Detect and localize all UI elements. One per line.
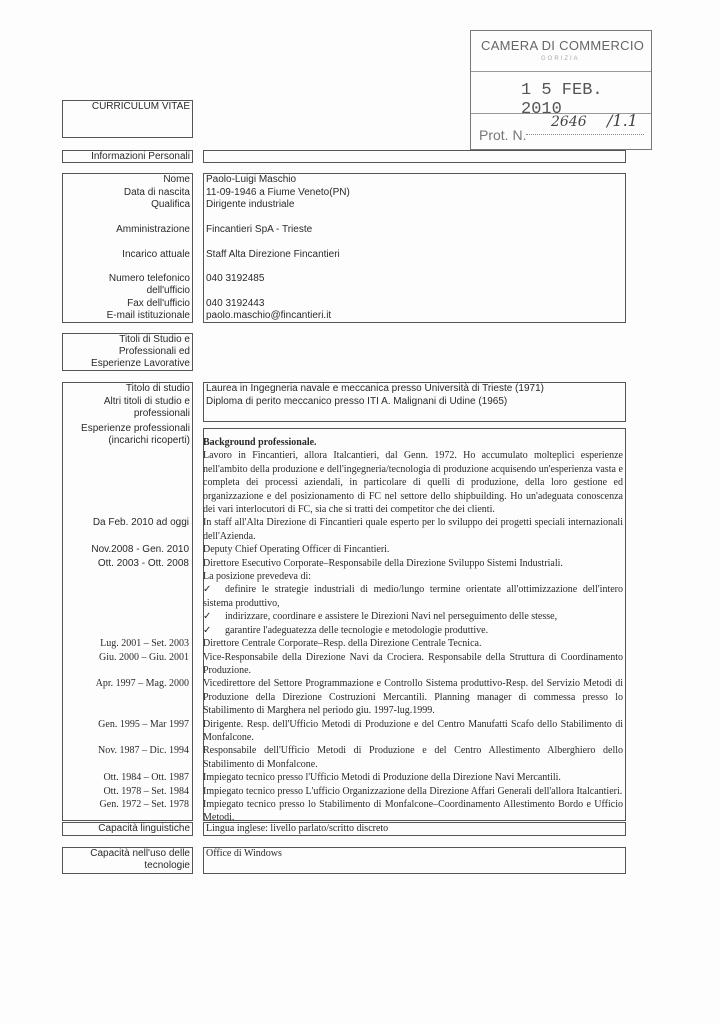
label-other-titles: Altri titoli di studio e professionali <box>103 396 190 419</box>
value-incarico: Staff Alta Direzione Fincantieri <box>206 249 340 260</box>
protocol-stamp <box>470 30 652 150</box>
stamp-title: CAMERA DI COMMERCIO <box>481 38 645 53</box>
label-phone: Numero telefonico dell'ufficio <box>108 273 190 296</box>
entry-date: Lug. 2001 – Set. 2003 <box>100 638 189 650</box>
stamp-prot-number: 2646 <box>551 114 587 130</box>
entry-text: Vicedirettore del Settore Programmazione e Controllo Sistema produttivo-Resp. del Servizio Metodi di Produzione della Direzione Costruzioni Mercantili. Planning manager di commessa presso lo Stabilimento di Marghera nel periodo giu. 1997-lug.1999. <box>203 678 623 717</box>
section-titles: Titoli di Studio e Professionali ed Esperienze Lavorative <box>91 334 190 369</box>
label-email: E-mail istituzionale <box>106 310 190 321</box>
entry-intro: La posizione prevedeva di: <box>203 571 312 583</box>
entry-text: Dirigente. Resp. dell'Ufficio Metodi di Produzione e del Centro Manufatti Scafo dello Stabilimento di Monfalcone. <box>203 718 623 743</box>
value-other-titles: Diploma di perito meccanico presso ITI A. Malignani di Udine (1965) <box>206 396 508 407</box>
value-birth: 11-09-1946 a Fiume Veneto(PN) <box>206 187 350 198</box>
list-item <box>62 543 626 556</box>
entry-date: Nov.2008 - Gen. 2010 <box>91 544 189 556</box>
label-birth: Data di nascita <box>123 187 190 198</box>
entry-text: In staff all'Alta Direzione di Fincantieri quale esperto per lo sviluppo dei progetti speciali internazionali dell'Azienda. <box>203 517 623 542</box>
check-icon: ✓ <box>203 611 212 623</box>
stamp-prot-class: /1.1 <box>607 111 638 130</box>
entry-date: Nov. 1987 – Dic. 1994 <box>97 745 189 757</box>
entry-date: Da Feb. 2010 ad oggi <box>92 517 189 529</box>
value-name: Paolo-Luigi Maschio <box>206 174 297 185</box>
list-item <box>62 798 626 825</box>
entry-date: Gen. 1972 – Set. 1978 <box>99 798 189 810</box>
entry-bullet: definire le strategie industriali di medio/lungo termine orientate all'ottimizzazione dell'intero sistema produttivo, <box>203 584 623 609</box>
check-icon: ✓ <box>203 584 212 596</box>
entry-date: Apr. 1997 – Mag. 2000 <box>95 678 189 690</box>
cv-title: CURRICULUM VITAE <box>91 101 190 112</box>
entry-text: Impiegato tecnico presso L'ufficio Organizzazione della Direzione Affari Generali dell'allora Italcantieri. <box>203 785 623 797</box>
check-icon: ✓ <box>203 624 212 636</box>
value-languages: Lingua inglese: livello parlato/scritto discreto <box>206 823 389 834</box>
list-item <box>62 718 626 745</box>
section-personal: Informazioni Personali <box>91 151 190 162</box>
label-fax: Fax dell'ufficio <box>127 298 190 309</box>
label-name: Nome <box>163 174 190 185</box>
list-item <box>62 677 626 717</box>
label-qualifica: Qualifica <box>151 199 190 210</box>
list-item <box>62 516 626 543</box>
background-text: Lavoro in Fincantieri, allora Italcantieri, dal Genn. 1972. Ho accumulato molteplici esperienze nell'ambito della produzione e dell'ingegneria/tecnologia di produzione acquisendo un'esperienza vasta e completa dei processi aziendali, in particolare di quelli di produzione, della loro gestione ed organizzazione e del posizionamento di FC nel settore dello shipbuilding. Ho un'adeguata conoscenza dei vari interlocutori di FC, sia che si tratti dei competitor che dei clienti. <box>203 450 623 516</box>
value-amministrazione: Fincantieri SpA - Trieste <box>206 224 313 235</box>
value-qualifica: Dirigente industriale <box>206 199 295 210</box>
entry-bullet: indirizzare, coordinare e assistere le Direzioni Navi nel perseguimento delle stesse, <box>225 611 558 623</box>
entry-date: Ott. 1984 – Ott. 1987 <box>103 772 189 784</box>
background-title: Background professionale. <box>203 437 317 448</box>
list-item <box>62 785 626 798</box>
entry-text: Direttore Centrale Corporate–Resp. della Direzione Centrale Tecnica. <box>203 638 482 650</box>
list-item <box>62 651 626 678</box>
stamp-subtitle: GORIZIA <box>541 56 580 62</box>
list-item <box>62 744 626 771</box>
value-fax: 040 3192443 <box>206 298 265 309</box>
label-languages: Capacità linguistiche <box>98 823 190 834</box>
value-phone: 040 3192485 <box>206 273 265 284</box>
entry-date: Ott. 2003 - Ott. 2008 <box>97 557 189 569</box>
entry-text: Responsabile dell'Ufficio Metodi di Produzione e del Centro Allestimento Alberghiero dello Stabilimento di Monfalcone. <box>203 745 623 770</box>
entry-date: Ott. 1978 – Set. 1984 <box>103 785 189 797</box>
list-item <box>62 637 626 650</box>
entry-bullet: garantire l'adeguatezza delle tecnologie e metodologie produttive. <box>225 624 489 636</box>
label-tech: Capacità nell'uso delle tecnologie <box>90 848 190 871</box>
label-incarico: Incarico attuale <box>122 249 190 260</box>
label-degree: Titolo di studio <box>125 383 190 394</box>
experience-list <box>62 436 626 825</box>
entry-text: Direttore Esecutivo Corporate–Responsabile della Direzione Sviluppo Sistemi Industriali. <box>203 557 563 569</box>
value-email[interactable]: paolo.maschio@fincantieri.it <box>206 310 332 321</box>
entry-text: Deputy Chief Operating Officer di Fincantieri. <box>203 544 390 556</box>
label-amministrazione: Amministrazione <box>116 224 190 235</box>
value-degree: Laurea in Ingegneria navale e meccanica presso Università di Trieste (1971) <box>206 383 544 394</box>
stamp-prot-label: Prot. N. <box>479 127 527 143</box>
entry-text: Vice-Responsabile della Direzione Navi da Crociera. Responsabile della Struttura di Coordinamento Produzione. <box>203 651 623 676</box>
value-tech: Office di Windows <box>206 848 282 859</box>
label-experience: Esperienze professionali (incarichi ricoperti) <box>81 423 190 446</box>
entry-text: Impiegato tecnico presso l'Ufficio Metodi di Produzione della Direzione Navi Mercantili. <box>203 772 561 784</box>
list-item <box>62 771 626 784</box>
entry-date: Gen. 1995 – Mar 1997 <box>98 718 189 730</box>
list-item <box>62 557 626 637</box>
stamp-date: 1 5 FEB. 2010 <box>521 81 603 119</box>
entry-date: Giu. 2000 – Giu. 2001 <box>99 651 189 663</box>
entry-text: Impiegato tecnico presso lo Stabilimento di Monfalcone–Coordinamento Allestimento Bordo e Ufficio Metodi. <box>203 798 623 824</box>
